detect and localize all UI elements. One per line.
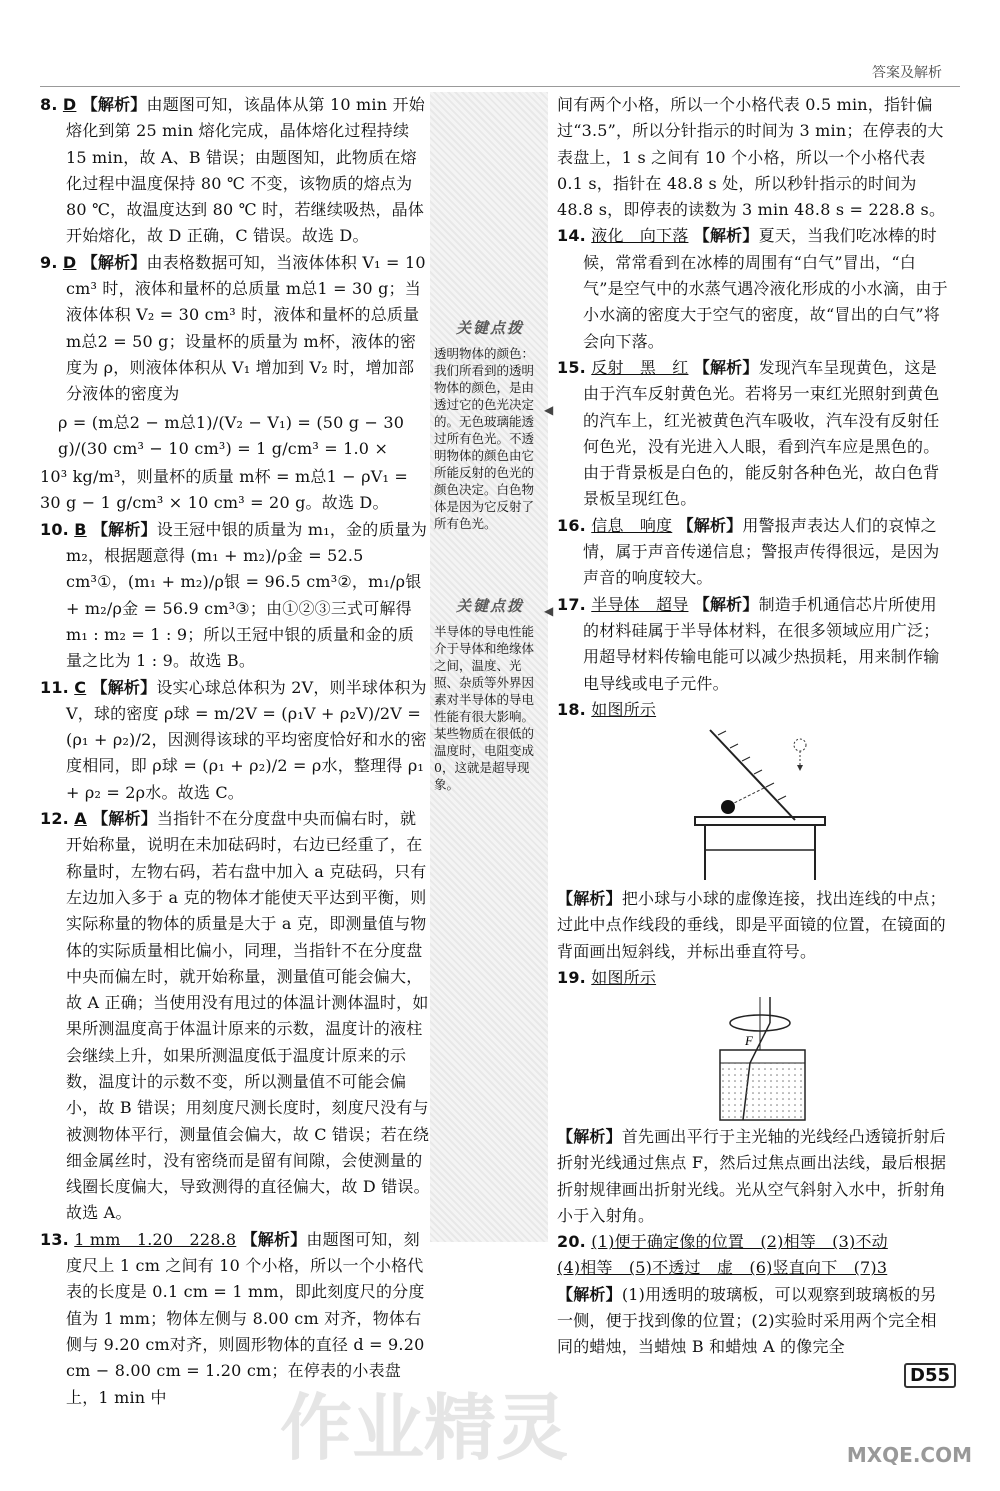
analysis-tag: 【解析】 [693, 226, 759, 246]
answer: 液化 向下落 [591, 226, 689, 246]
analysis-tag: 【解析】 [557, 1284, 622, 1304]
key-tip-box-2 [434, 598, 546, 793]
corner-watermark: MXQE.COM [846, 1443, 972, 1467]
question-18 [557, 697, 952, 723]
watermark: 作业精灵 [280, 1386, 569, 1470]
analysis-text: 制造手机通信芯片所使用的材料硅属于半导体材料，在很多领域应用广泛；用超导材料传输电能可以减少热损耗，用来制作输电导线或电子元件。 [583, 594, 940, 693]
analysis-text: 由表格数据可知，当液体体积 V₁ = 10 cm³ 时，液体和量杯的总质量 m总1 = 30 g；当液体体积 V₂ = 30 cm³ 时，液体和量杯的总质量 m总2 = 50 g；设量杯的质量为 m杯，液体的密度为 ρ，则液体体积从 V₁ 增加到 V₂ 时，增加部分液体的密度为 [66, 252, 426, 404]
analysis-text: 设实心球总体积为 2V，则半球体积为 V，球的密度 ρ球 = m/2V = (ρ₁V + ρ₂V)/2V = (ρ₁ + ρ₂)/2，因测得该球的平均密度恰好和水的密度相同，即 ρ球 = (ρ₁ + ρ₂)/2 = ρ水，整理得 ρ₁ + ρ₂ = 2ρ水。故选 C。 [66, 677, 427, 802]
question-number: 13. [40, 1229, 69, 1249]
key-tip-box-1 [434, 320, 546, 532]
analysis-tag: 【解析】 [557, 889, 622, 908]
table-top [695, 817, 825, 825]
water [721, 1063, 804, 1119]
lens-refraction-figure [715, 995, 815, 1125]
question-8 [40, 92, 430, 250]
answer: 如图所示 [591, 967, 657, 987]
right-column-part-2 [557, 886, 952, 991]
answer: D [62, 252, 77, 272]
analysis-text: 设王冠中银的质量为 m₁，金的质量为 m₂，根据题意得 (m₁ + m₂)/ρ金 = 52.5 cm³①，(m₁ + m₂)/ρ银 = 96.5 cm³②，m₁/ρ银 + m₂/ρ金 = 56.9 cm³③；由①②③三式可解得 m₁ : m₂ = 1 : 9；所以王冠中银的质量和金的质量之比为 1 : 9。故选 B。 [66, 519, 428, 671]
question-number: 10. [40, 519, 69, 539]
analysis-text: 发现汽车呈现黄色，这是由于汽车反射黄色光。若将另一束红光照射到黄色的汽车上，红光被黄色汽车吸收，汽车没有反射任何色光，没有光进入人眼，看到汽车应是黑色的。由于背景板是白色的，能反射各种色光，故白色背景板呈现红色。 [583, 357, 940, 509]
question-20 [557, 1229, 952, 1255]
question-16 [557, 513, 952, 592]
answer-line-1: (1)便于确定像的位置 (2)相等 (3)不动 [591, 1232, 888, 1252]
header-divider [40, 86, 960, 87]
analysis-tag: 【解析】 [91, 677, 157, 697]
analysis-text: 把小球与小球的虚像连接，找出连线的中点；过此中点作线段的垂线，即是平面镜的位置，在镜面的背面画出短斜线，并标出垂直符号。 [557, 889, 946, 961]
mirror-reflection-figure [690, 725, 830, 885]
mirror-hatch [718, 731, 786, 800]
analysis-text: 由题图可知，该晶体从第 10 min 开始熔化到第 25 min 熔化完成，晶体熔化过程持续 15 min，故 A、B 错误；由题图知，此物质在熔化过程中温度保持 80 ℃ 不变，该物质的熔点为 80 ℃，故温度达到 80 ℃ 时，若继续吸热，晶体开始熔化，故 D 正确，C 错误。故选 D。 [66, 95, 425, 246]
analysis-tag: 【解析】 [693, 594, 759, 614]
pointer-arrow-icon: ◀ [544, 403, 554, 417]
question-number: 16. [557, 515, 586, 535]
analysis-tag: 【解析】 [557, 1127, 622, 1146]
question-15 [557, 355, 952, 513]
right-column-part-3 [557, 1124, 952, 1361]
analysis-tag: 【解析】 [81, 252, 147, 272]
ball [721, 800, 735, 814]
question-10 [40, 517, 430, 675]
question-18-analysis [557, 886, 952, 965]
analysis-tag: 【解析】 [81, 95, 147, 114]
analysis-tag: 【解析】 [92, 809, 157, 829]
question-12 [40, 806, 430, 1227]
question-17 [557, 592, 952, 697]
question-20-analysis [557, 1282, 952, 1361]
answer: C [74, 677, 87, 697]
question-number: 15. [557, 357, 586, 377]
key-tip-title: 关键点拨 [455, 597, 524, 615]
analysis-text: 夏天，当我们吃冰棒的时候，常常看到在冰棒的周围有“白气”冒出，“白气”是空气中的水蒸气遇冷液化形成的小水滴，由于小水滴的密度大于空气的密度，故“冒出的白气”将会向下落。 [583, 226, 948, 351]
answer: 反射 黑 红 [591, 357, 689, 377]
question-number: 18. [557, 699, 586, 719]
analysis-tag: 【解析】 [693, 357, 759, 377]
page-number: D55 [904, 1363, 956, 1388]
question-number: 8. [40, 95, 58, 114]
answer: 信息 响度 [591, 515, 673, 535]
answer: 半导体 超导 [591, 594, 689, 614]
pointer-arrow-icon: ◀ [544, 604, 554, 618]
page-header: 答案及解析 [872, 65, 942, 81]
answer: A [74, 809, 87, 829]
question-number: 9. [40, 252, 58, 272]
analysis-text: 由题图可知，刻度尺上 1 cm 之间有 10 个小格，所以一个小格代表的长度是 0.1 cm = 1 mm，即此刻度尺的分度值为 1 mm；物体左侧与 8.00 cm 对齐，物体右侧与 9.20 cm对齐，则圆形物体的直径 d = 9.20 cm − 8.00 cm = 1.20 cm；在停表的小表盘上，1 min 中 [66, 1229, 425, 1407]
key-tip-text: 透明物体的颜色：我们所看到的透明物体的颜色，是由透过它的色光决定的。无色玻璃能透过所有色光。不透明物体的颜色由它所能反射的色光的颜色决定。白色物体是因为它反射了所有色光。 [434, 346, 535, 531]
key-tip-title: 关键点拨 [455, 319, 524, 337]
analysis-tag: 【解析】 [91, 519, 157, 539]
answer: 1 mm 1.20 228.8 [74, 1229, 237, 1249]
question-9 [40, 250, 430, 408]
analysis-text: 首先画出平行于主光轴的光线经凸透镜折射后折射光线通过焦点 F，然后过焦点画出法线，最后根据折射规律画出折射光线。光从空气斜射入水中，折射角小于入射角。 [557, 1127, 947, 1225]
question-number: 14. [557, 226, 586, 246]
question-13-continued: 间有两个小格，所以一个小格代表 0.5 min，指针偏过“3.5”，所以分针指示的时间为 3 min；在停表的大表盘上，1 s 之间有 10 个小格，所以一个小格代表 0.1 s，指针在 48.8 s 处，所以秒针指示的时间为 48.8 s，即停表的读数为 3 min 48.8 s = 228.8 s。 [557, 95, 946, 220]
arrow-icon [797, 765, 803, 771]
analysis-text: 用警报声表达人们的哀悼之情，属于声音传递信息；警报声传得很远，是因为声音的响度较大。 [583, 515, 940, 588]
focus-label: F [745, 1033, 753, 1048]
question-number: 20. [557, 1232, 586, 1252]
answer: D [62, 95, 77, 114]
right-column [557, 92, 952, 723]
question-11 [40, 675, 430, 806]
question-number: 19. [557, 967, 586, 987]
question-number: 12. [40, 809, 69, 829]
question-19 [557, 965, 952, 991]
question-number: 17. [557, 594, 586, 614]
analysis-text: (1)用透明的玻璃板，可以观察到玻璃板的另一侧，便于找到像的位置；(2)实验时采用两个完全相同的蜡烛，当蜡烛 B 和蜡烛 A 的像完全 [557, 1284, 937, 1357]
left-column [40, 92, 430, 1411]
question-number: 11. [40, 677, 69, 697]
question-19-analysis [557, 1124, 952, 1229]
answer-line-2: (4)相等 (5)不透过 虚 (6)竖直向下 (7)3 [557, 1258, 888, 1278]
analysis-text-continued: 10³ kg/m³，则量杯的质量 m杯 = m总1 − ρV₁ = 30 g − 1 g/cm³ × 10 cm³ = 20 g。故选 D。 [40, 467, 409, 513]
answer: B [74, 519, 87, 539]
analysis-tag: 【解析】 [677, 515, 743, 535]
formula-density: ρ = (m总2 − m总1)/(V₂ − V₁) = (50 g − 30 g)/(30 cm³ − 10 cm³) = 1 g/cm³ = 1.0 × [58, 412, 405, 458]
analysis-tag: 【解析】 [241, 1229, 307, 1249]
answer: 如图所示 [591, 699, 657, 719]
question-14 [557, 223, 952, 354]
analysis-text: 当指针不在分度盘中央而偏右时，就开始称量，说明在未加砝码时，右边已经重了，在称量时，左物右码，若右盘中加入 a 克砝码，只有左边加入多于 a 克的物体才能使天平达到平衡，则实际称量的物体的质量是大于 a 克，即测量值与物体的实际质量相比偏小，同理，当指针不在分度盘中央而偏左时，就开始称量，测量值可能会偏大，故 A 正确；当使用没有甩过的体温计测体温时，如果所测温度高于体温计原来的示数，温度计的液柱会继续上升，如果所测温度低于温度计原来的示数，温度计的示数不变，所以测量值不可能会偏小，故 B 错误；用刻度尺测长度时，刻度尺没有与被测物体平行，测量值会偏大，故 C 错误；若在绕细金属丝时，没有密绕而是留有间隙，会使测量的线圈长度偏大，导致测得的直径偏大，故 D 错误。故选 A。 [66, 809, 430, 1223]
key-tip-text: 半导体的导电性能介于导体和绝缘体之间，温度、光照、杂质等外界因素对半导体的导电性能有很大影响。某些物质在很低的温度时，电阻变成 0，这就是超导现象。 [434, 624, 535, 792]
virtual-image-ball [794, 739, 806, 751]
